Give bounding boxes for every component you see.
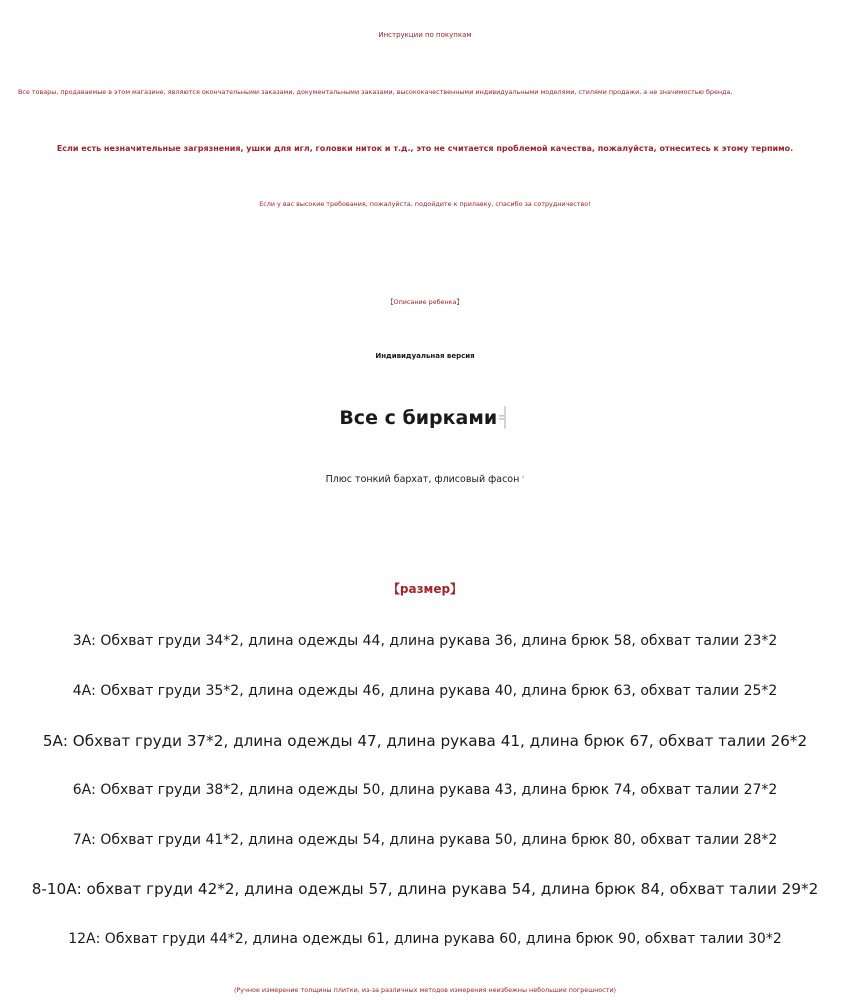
version-label: Индивидуальная версия [375, 352, 475, 360]
size-row-12a: 12А: Обхват груди 44*2, длина одежды 61, длина рукава 60, длина брюк 90, обхват талии 30*2 [68, 931, 782, 947]
size-row-6a: 6А: Обхват груди 38*2, длина одежды 50, длина рукава 43, длина брюк 74, обхват талии 27*2 [72, 782, 778, 798]
child-description-label: 【Описание ребенка】 [387, 298, 463, 306]
decorative-mark-icon: ╡ [499, 407, 511, 429]
notice-line-high-requirements: Если у вас высокие требования, пожалуйста, подойдите к прилавку, спасибо за сотрудничество! [259, 200, 591, 208]
fabric-description [0, 474, 850, 485]
instructions-title: Инструкции по покупкам [378, 31, 472, 39]
fabric-text: Плюс тонкий бархат, флисовый фасон [325, 474, 520, 485]
tags-heading [0, 407, 850, 429]
notice-line-minor-defects: Если есть незначительные загрязнения, ушки для игл, головки ниток и т.д., это не считается проблемой качества, пожалуйста, отнеситесь к этому терпимо. [56, 144, 794, 153]
size-row-5a: 5А: Обхват груди 37*2, длина одежды 47, длина рукава 41, длина брюк 67, обхват талии 26*2 [42, 732, 808, 750]
tags-text: Все с бирками [339, 407, 498, 429]
notice-line-final-orders: Все товары, продаваемые в этом магазине, являются окончательными заказами, документальными заказами, высококачественными индивидуальными моделями, стилями продажи, а не значимостью бренда, [18, 88, 733, 96]
size-row-7a: 7А: Обхват груди 41*2, длина одежды 54, длина рукава 50, длина брюк 80, обхват талии 28*2 [72, 832, 778, 848]
decorative-quote-icon: ❛ [521, 474, 525, 485]
size-header: 【размер】 [387, 582, 463, 596]
size-row-3a: 3А: Обхват груди 34*2, длина одежды 44, длина рукава 36, длина брюк 58, обхват талии 23*2 [72, 633, 778, 649]
measurement-footnote: (Ручное измерение толщины плитки, из-за различных методов измерения неизбежны небольшие погрешности) [233, 986, 617, 994]
size-row-8-10a: 8-10А: обхват груди 42*2, длина одежды 57, длина рукава 54, длина брюк 84, обхват талии 29*2 [31, 880, 819, 898]
size-row-4a: 4А: Обхват груди 35*2, длина одежды 46, длина рукава 40, длина брюк 63, обхват талии 25*2 [72, 683, 778, 699]
